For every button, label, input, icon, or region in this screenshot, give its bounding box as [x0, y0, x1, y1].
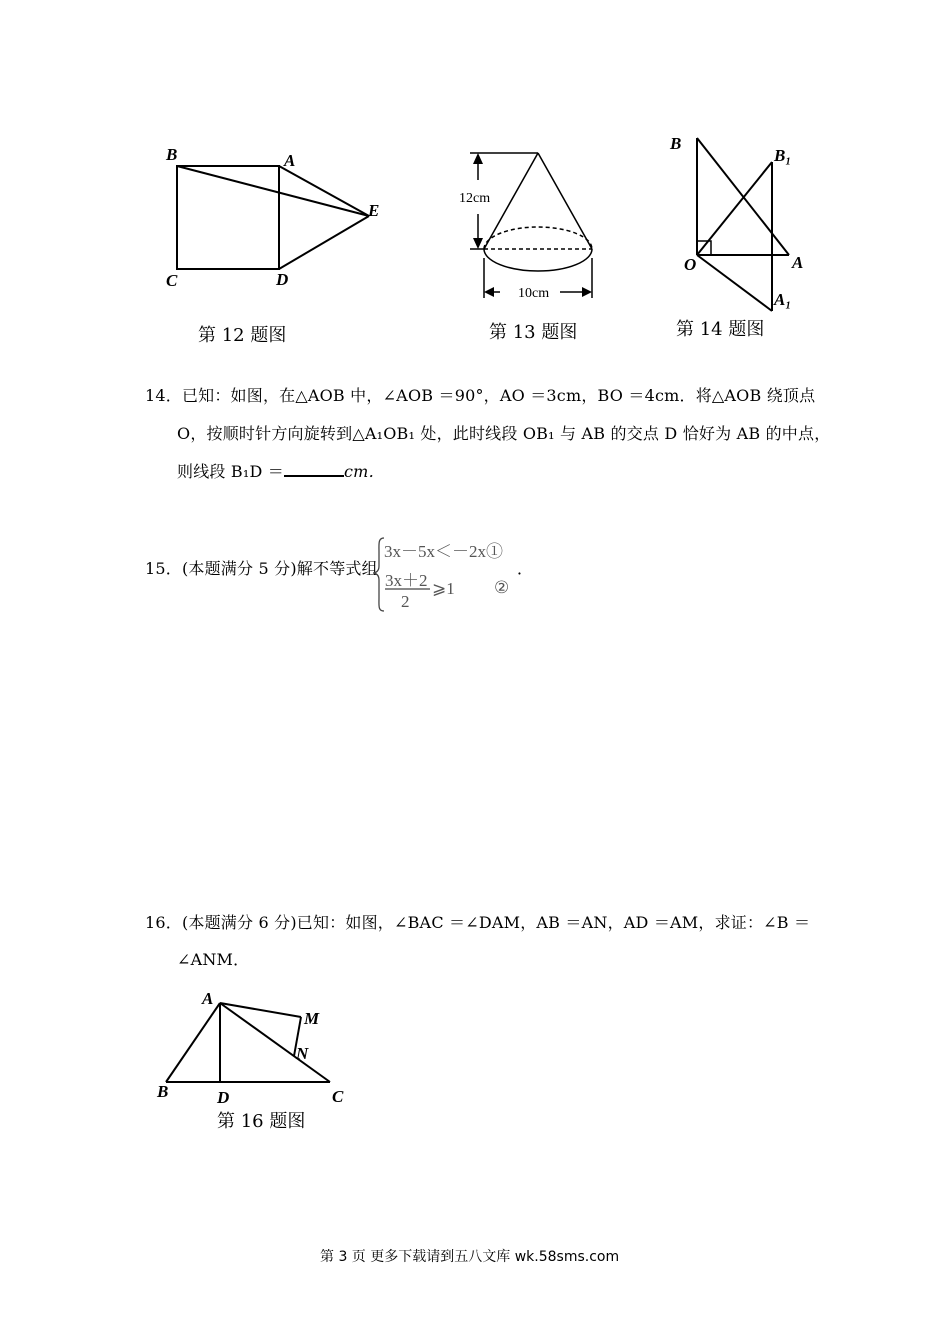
fig13-height-label: 12cm [459, 191, 491, 206]
fig14-label-b1: B₁ [774, 146, 792, 165]
fig13-width-label: 10cm [518, 286, 550, 301]
q15-fraction-denominator: 2 [401, 592, 410, 611]
fig14-label-b: B [670, 134, 682, 153]
q15-suffix: ． [517, 559, 534, 578]
fig16-label-m: M [304, 1009, 320, 1028]
q15-inequality-1: 3x－5x＜－2x① [384, 542, 503, 561]
q15-inequality-2-relation: ⩾1 [432, 579, 455, 598]
fig16-label-n: N [296, 1044, 309, 1063]
fig16-caption: 第 16 题图 [217, 1111, 306, 1132]
q14-line-3-prefix: 则线段 B₁D ＝ [177, 462, 284, 481]
fig13-caption: 第 13 题图 [489, 322, 578, 343]
page-footer: 第 3 页 更多下载请到五八文库 wk.58sms.com [320, 1249, 620, 1265]
q16-line-2: ∠ANM． [177, 950, 250, 969]
fig12-label-c: C [166, 271, 178, 290]
q15-inequality-2-tag: ② [494, 578, 510, 597]
q16-line-1: 16．(本题满分 6 分)已知：如图，∠BAC ＝∠DAM，AB ＝AN，AD ＝AM，求证：∠B ＝ [145, 913, 811, 932]
q14-line-3-suffix: cm． [343, 462, 385, 481]
fig16-label-d: D [217, 1088, 230, 1107]
fig14-caption: 第 14 题图 [676, 319, 765, 340]
q14-line-1: 14．已知：如图，在△AOB 中，∠AOB ＝90°，AO ＝3cm，BO ＝4cm．将△AOB 绕顶点 [145, 386, 816, 405]
fig12-label-e: E [368, 201, 380, 220]
fig14-label-a: A [792, 253, 804, 272]
q15-prefix: 15．(本题满分 5 分)解不等式组 [145, 559, 378, 578]
q14-line-2: O，按顺时针方向旋转到△A₁OB₁ 处，此时线段 OB₁ 与 AB 的交点 D 恰好为 AB 的中点， [177, 424, 831, 443]
q15-fraction-numerator: 3x＋2 [385, 571, 428, 590]
fig12-caption: 第 12 题图 [198, 325, 287, 346]
fig14-label-o: O [684, 255, 697, 274]
fig16-label-b: B [157, 1082, 169, 1101]
fig14-label-a1: A₁ [774, 290, 792, 309]
fig12-label-b: B [166, 145, 178, 164]
fig16-label-a: A [202, 989, 214, 1008]
fig16-label-c: C [332, 1087, 344, 1106]
fig12-label-a: A [284, 151, 296, 170]
fig12-label-d: D [276, 270, 289, 289]
